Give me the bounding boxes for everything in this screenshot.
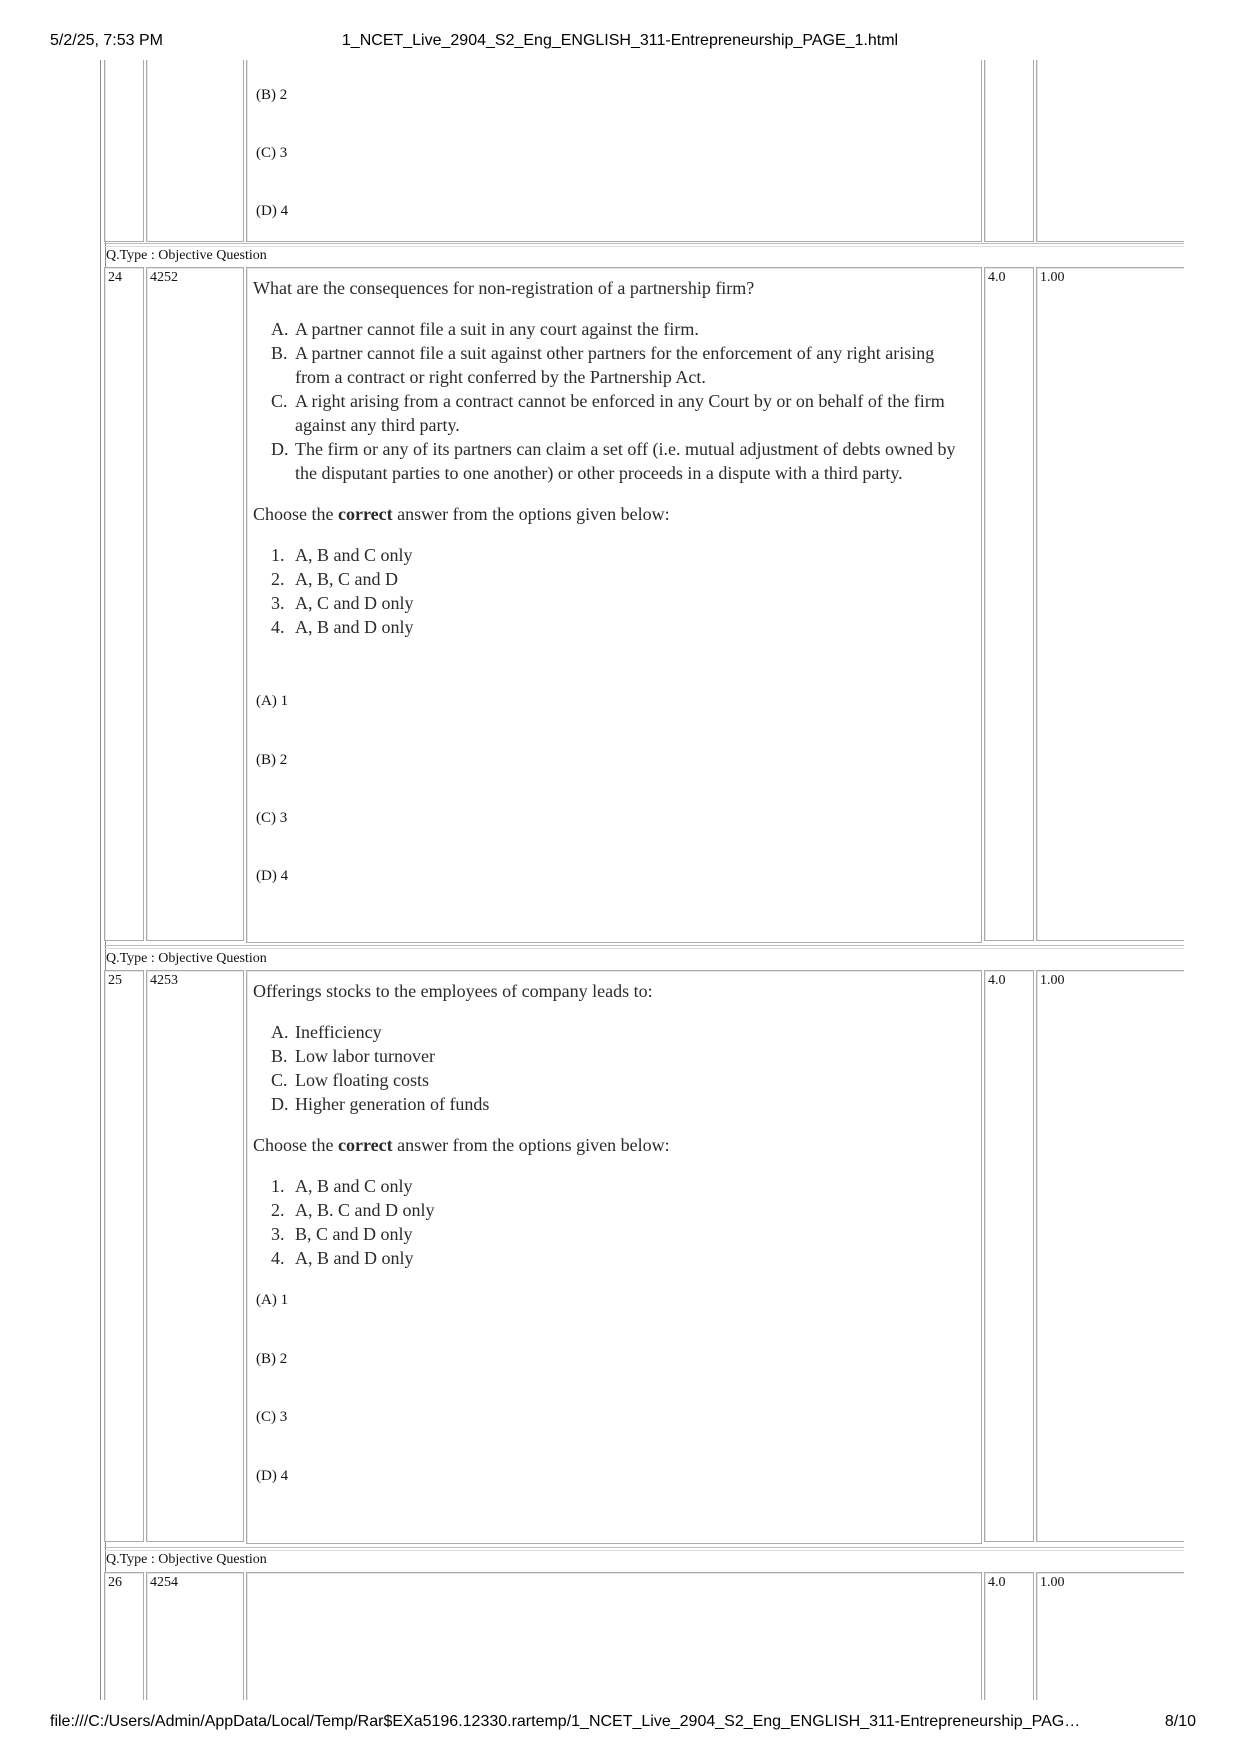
- option-c: (C) 3: [256, 1409, 288, 1425]
- q26-num-cell: [104, 1572, 144, 1700]
- row-separator: [104, 243, 1184, 247]
- prev-neg-cell: [1036, 60, 1184, 242]
- q26-marks-cell: [984, 1572, 1034, 1700]
- q24-neg-cell: [1036, 267, 1184, 941]
- q24-body-cell: [246, 267, 982, 943]
- statement-item: B. Low labor turnover: [271, 1046, 435, 1066]
- negative-marks: 1.00: [1040, 973, 1065, 988]
- option-c: (C) 3: [256, 145, 288, 161]
- choice-list: [253, 1174, 971, 1270]
- q26-body-cell: [246, 1572, 982, 1700]
- choice-item: 3. B, C and D only: [271, 1224, 413, 1244]
- question-number: 24: [108, 270, 122, 285]
- negative-marks: 1.00: [1040, 270, 1065, 285]
- choice-item: 2. A, B, C and D: [271, 569, 398, 589]
- question-id: 4254: [150, 1575, 178, 1590]
- qtype-label: Q.Type : Objective Question: [106, 248, 267, 263]
- print-date: 5/2/25, 7:53 PM: [50, 32, 163, 49]
- statement-item: D. The firm or any of its partners can claim a set off (i.e. mutual adjustment of debts owned by the disputant parties to one another) or other proceeds in a dispute with a third party.: [271, 439, 956, 483]
- negative-marks: 1.00: [1040, 1575, 1065, 1590]
- choice-list: [253, 543, 971, 639]
- question-marks: 4.0: [988, 973, 1006, 988]
- question-number: 26: [108, 1575, 122, 1590]
- question-text: What are the consequences for non-registration of a partnership firm?: [253, 278, 755, 298]
- q25-body-cell: [246, 970, 982, 1544]
- q25-content: [253, 979, 971, 1270]
- q25-num-cell: [104, 970, 144, 1542]
- prev-id-cell: [146, 60, 244, 242]
- q24-id-cell: [146, 267, 244, 941]
- q25-marks-cell: [984, 970, 1034, 1542]
- statement-item: A. Inefficiency: [271, 1022, 382, 1042]
- print-title: 1_NCET_Live_2904_S2_Eng_ENGLISH_311-Entrepreneurship_PAGE_1.html: [341, 32, 899, 49]
- option-d: (D) 4: [256, 1468, 289, 1484]
- choice-item: 4. A, B and D only: [271, 617, 414, 637]
- choose-instruction: Choose the correct answer from the options given below:: [253, 504, 670, 524]
- qtype-label: Q.Type : Objective Question: [106, 1552, 267, 1567]
- statement-item: B. A partner cannot file a suit against other partners for the enforcement of any right arising from a contract or right conferred by the Partnership Act.: [271, 343, 935, 387]
- statement-list: [253, 1020, 971, 1116]
- choice-item: 1. A, B and C only: [271, 545, 413, 565]
- option-b: (B) 2: [256, 87, 288, 103]
- question-text: Offerings stocks to the employees of company leads to:: [253, 981, 653, 1001]
- option-c: (C) 3: [256, 810, 288, 826]
- statement-item: D. Higher generation of funds: [271, 1094, 490, 1114]
- row-separator: [104, 945, 1184, 949]
- prev-num-cell: [104, 60, 144, 242]
- choose-instruction: Choose the correct answer from the options given below:: [253, 1135, 670, 1155]
- question-marks: 4.0: [988, 270, 1006, 285]
- prev-marks-cell: [984, 60, 1034, 242]
- statement-list: [253, 317, 971, 485]
- q26-neg-cell: [1036, 1572, 1184, 1700]
- q25-neg-cell: [1036, 970, 1184, 1542]
- statement-item: C. Low floating costs: [271, 1070, 429, 1090]
- option-d: (D) 4: [256, 203, 289, 219]
- choice-item: 4. A, B and D only: [271, 1248, 414, 1268]
- file-url: file:///C:/Users/Admin/AppData/Local/Temp/Rar$EXa5196.12330.rartemp/1_NCET_Live_2904_S2_Eng_ENGLISH_311-Entrepreneurship_PAG…: [50, 1713, 1081, 1730]
- choice-item: 3. A, C and D only: [271, 593, 414, 613]
- question-id: 4253: [150, 973, 178, 988]
- question-number: 25: [108, 973, 122, 988]
- question-table: [104, 60, 1184, 1700]
- statement-item: A. A partner cannot file a suit in any court against the firm.: [271, 319, 699, 339]
- option-b: (B) 2: [256, 1351, 288, 1367]
- prev-body-cell: [246, 60, 982, 242]
- q24-marks-cell: [984, 267, 1034, 941]
- statement-item: C. A right arising from a contract cannot be enforced in any Court by or on behalf of the firm against any third party.: [271, 391, 945, 435]
- page-number: 8/10: [1164, 1713, 1196, 1730]
- option-a: (A) 1: [256, 1292, 289, 1308]
- question-marks: 4.0: [988, 1575, 1006, 1590]
- qtype-label: Q.Type : Objective Question: [106, 951, 267, 966]
- option-b: (B) 2: [256, 752, 288, 768]
- row-separator: [104, 1547, 1184, 1551]
- option-a: (A) 1: [256, 693, 289, 709]
- q24-num-cell: [104, 267, 144, 941]
- q25-id-cell: [146, 970, 244, 1542]
- q24-content: [253, 276, 971, 639]
- choice-item: 2. A, B. C and D only: [271, 1200, 435, 1220]
- q26-id-cell: [146, 1572, 244, 1700]
- choice-item: 1. A, B and C only: [271, 1176, 413, 1196]
- option-d: (D) 4: [256, 868, 289, 884]
- question-id: 4252: [150, 270, 178, 285]
